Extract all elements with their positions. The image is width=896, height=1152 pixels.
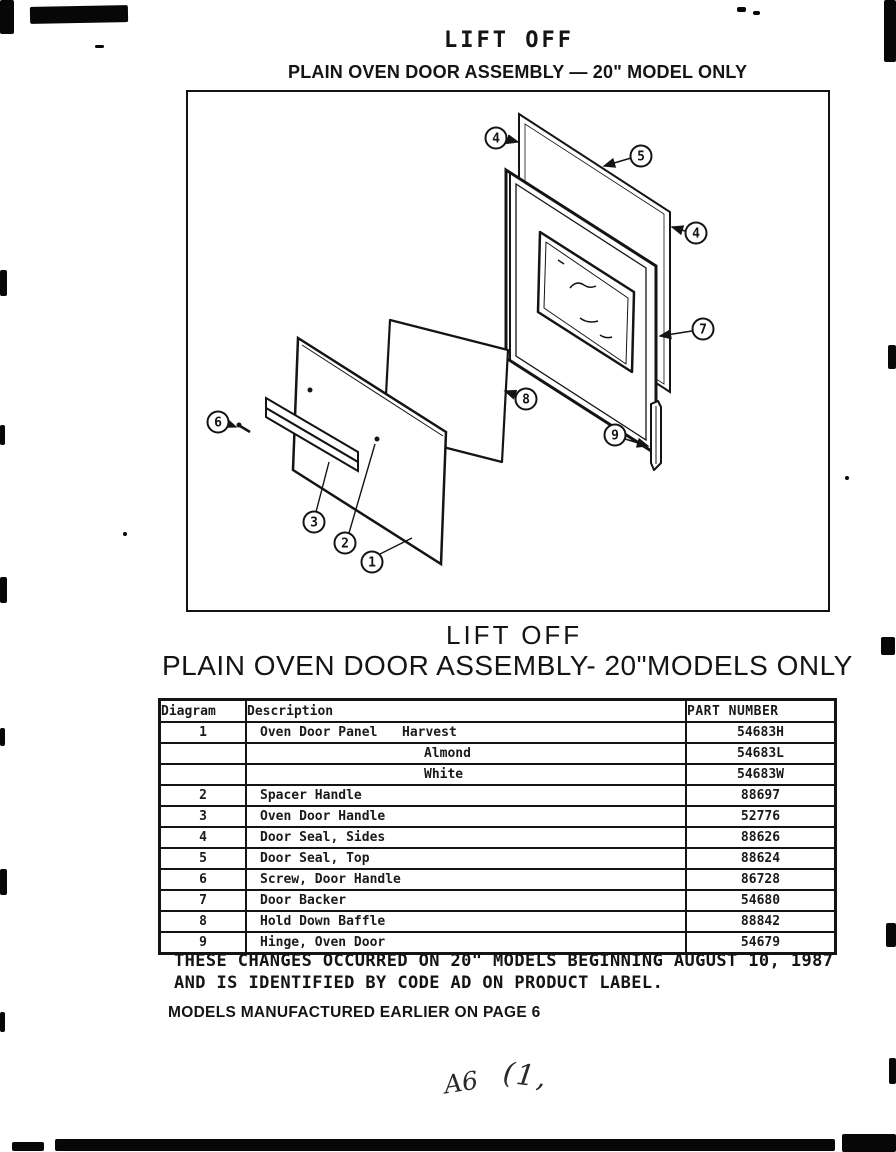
description-cell <box>246 785 686 806</box>
table-row <box>160 869 836 890</box>
scan-artifact <box>95 45 104 48</box>
description-cell <box>246 806 686 827</box>
callout-8 <box>505 389 537 410</box>
description-text: Screw, Door Handle <box>260 872 401 887</box>
description-text: Hinge, Oven Door <box>260 935 386 950</box>
part-number-cell: 54683H <box>686 722 836 743</box>
callout-label: 7 <box>699 322 707 338</box>
callout-label: 4 <box>492 131 500 147</box>
description-cell <box>246 827 686 848</box>
scan-artifact <box>12 1142 44 1151</box>
callout-label: 8 <box>522 392 530 408</box>
description-cell <box>246 890 686 911</box>
handwritten-mark: (1, <box>501 1055 550 1095</box>
table-row <box>160 848 836 869</box>
callout-label: 3 <box>310 515 318 531</box>
handle-screw-dot <box>308 388 313 393</box>
callout-7 <box>660 319 714 340</box>
diagram-caption-subtitle: PLAIN OVEN DOOR ASSEMBLY- 20"MODELS ONLY <box>162 650 853 681</box>
parts-table-body <box>160 722 836 954</box>
door-backer-part <box>506 170 656 454</box>
scan-artifact <box>0 270 7 296</box>
description-cell <box>246 743 686 764</box>
description-text: Spacer Handle <box>260 788 362 803</box>
scan-artifact <box>0 0 14 34</box>
description-cell <box>246 848 686 869</box>
part-number-cell: 86728 <box>686 869 836 890</box>
scan-artifact <box>888 345 896 369</box>
diagram-number-cell: 1 <box>160 722 247 743</box>
scan-artifact <box>0 869 7 895</box>
description-text: Door Seal, Sides <box>260 830 386 845</box>
scan-artifact <box>881 637 895 655</box>
parts-table <box>158 698 837 955</box>
description-text: Door Backer <box>260 893 347 908</box>
description-cell <box>246 869 686 890</box>
col-header-diagram: Diagram <box>160 700 247 723</box>
callout-label: 5 <box>637 149 645 165</box>
color-variant-text: White <box>424 767 464 782</box>
scan-artifact <box>889 1058 896 1084</box>
scan-artifact <box>842 1134 896 1152</box>
part-number-cell: 54683L <box>686 743 836 764</box>
exploded-diagram-box <box>186 90 830 612</box>
earlier-models-note: MODELS MANUFACTURED EARLIER ON PAGE 6 <box>168 1004 541 1021</box>
scan-artifact <box>886 923 896 947</box>
diagram-number-cell: 6 <box>160 869 247 890</box>
callout-4-top-left <box>486 128 519 149</box>
diagram-number-cell: 9 <box>160 932 247 954</box>
table-header-row <box>160 700 836 723</box>
door-handle-screw-part <box>237 423 251 433</box>
part-number-cell: 54679 <box>686 932 836 954</box>
table-row <box>160 764 836 785</box>
spacer-screw-dot <box>375 437 380 442</box>
part-number-cell: 54683W <box>686 764 836 785</box>
description-cell <box>246 722 686 743</box>
callout-label: 1 <box>368 555 376 571</box>
scan-artifact <box>30 5 128 24</box>
scan-artifact <box>845 476 849 480</box>
scan-artifact <box>0 1012 5 1032</box>
description-text: Door Seal, Top <box>260 851 370 866</box>
diagram-caption-title: LIFT OFF <box>446 620 583 650</box>
part-number-cell: 54680 <box>686 890 836 911</box>
col-header-part-number: PART NUMBER <box>686 700 836 723</box>
part-number-cell: 88626 <box>686 827 836 848</box>
scan-artifact <box>0 577 7 603</box>
description-text: Oven Door Panel <box>260 725 378 740</box>
handwritten-mark: A6 <box>441 1065 481 1100</box>
part-number-cell: 88842 <box>686 911 836 932</box>
part-number-cell: 88697 <box>686 785 836 806</box>
callout-label: 4 <box>692 226 700 242</box>
col-header-description: Description <box>246 700 686 723</box>
callout-5 <box>604 146 652 167</box>
table-row <box>160 806 836 827</box>
oven-door-hinge-part <box>651 401 661 470</box>
change-note-line: THESE CHANGES OCCURRED ON 20" MODELS BEGINNING AUGUST 10, 1987 <box>174 951 834 971</box>
scan-artifact <box>55 1139 835 1151</box>
scan-artifact <box>123 532 127 536</box>
part-number-cell: 52776 <box>686 806 836 827</box>
diagram-number-cell: 4 <box>160 827 247 848</box>
table-row <box>160 743 836 764</box>
description-cell <box>246 911 686 932</box>
table-row <box>160 785 836 806</box>
scan-artifact <box>884 0 896 62</box>
description-text: Oven Door Handle <box>260 809 386 824</box>
callout-label: 2 <box>341 536 349 552</box>
page-subtitle: PLAIN OVEN DOOR ASSEMBLY — 20" MODEL ONLY <box>288 62 748 82</box>
table-row <box>160 911 836 932</box>
table-row <box>160 722 836 743</box>
diagram-number-cell: 2 <box>160 785 247 806</box>
table-row <box>160 827 836 848</box>
callout-4-right <box>672 223 707 244</box>
table-row <box>160 890 836 911</box>
color-variant-text: Almond <box>424 746 471 761</box>
diagram-number-cell <box>160 764 247 785</box>
diagram-number-cell: 5 <box>160 848 247 869</box>
diagram-number-cell <box>160 743 247 764</box>
callout-label: 6 <box>214 415 222 431</box>
description-text: Hold Down Baffle <box>260 914 386 929</box>
exploded-diagram <box>188 92 828 610</box>
scan-artifact <box>753 11 760 15</box>
change-note-line: AND IS IDENTIFIED BY CODE AD ON PRODUCT LABEL. <box>174 973 664 993</box>
part-number-cell: 88624 <box>686 848 836 869</box>
callout-6 <box>208 412 237 433</box>
scan-artifact <box>0 728 5 746</box>
description-cell <box>246 764 686 785</box>
scan-artifact <box>737 7 746 12</box>
change-note <box>174 950 833 994</box>
callout-label: 9 <box>611 428 619 444</box>
color-variant-text: Harvest <box>402 725 457 740</box>
callout-1 <box>362 538 413 573</box>
scan-artifact <box>0 425 5 445</box>
page-title: LIFT OFF <box>444 28 574 53</box>
diagram-number-cell: 3 <box>160 806 247 827</box>
diagram-number-cell: 7 <box>160 890 247 911</box>
diagram-number-cell: 8 <box>160 911 247 932</box>
